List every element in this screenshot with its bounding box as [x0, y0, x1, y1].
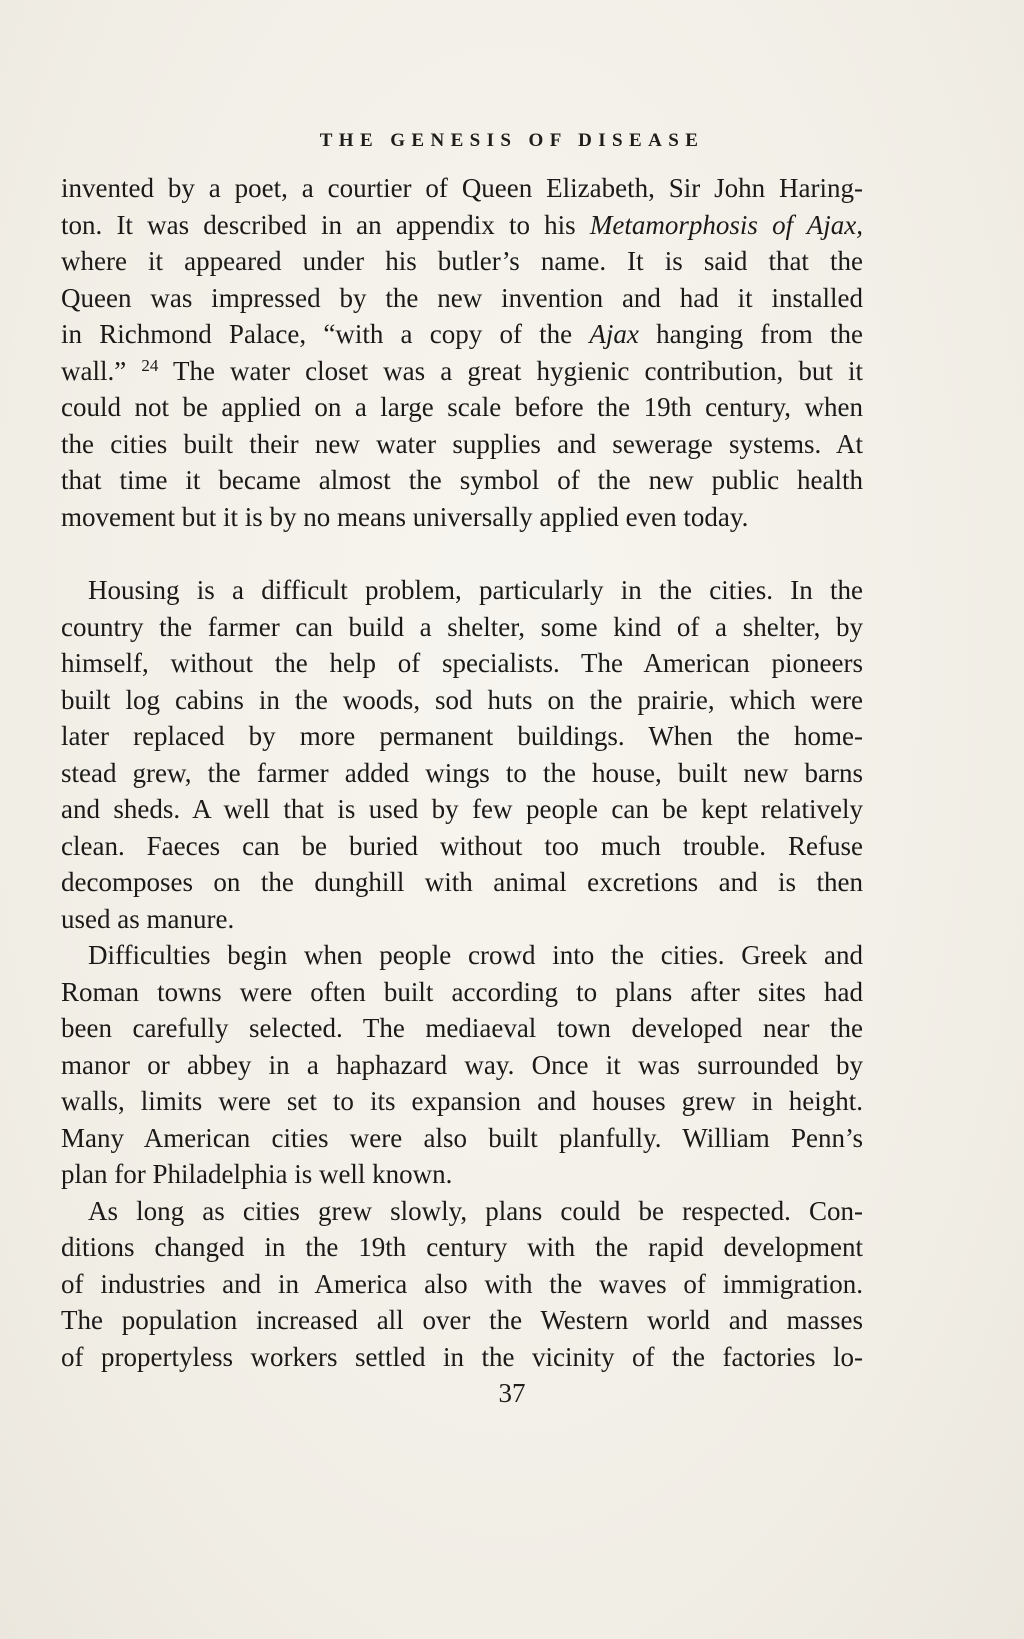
text-line: could not be applied on a large scale before the 19th century, when	[61, 392, 863, 422]
text-line: invented by a poet, a courtier of Queen Elizabeth, Sir John Haring-	[61, 173, 863, 203]
text-line: built log cabins in the woods, sod huts on the prairie, which were	[61, 684, 863, 715]
text-line: the cities built their new water supplies and sewerage systems. At	[61, 428, 863, 459]
text-line: decomposes on the dunghill with animal excretions and is then	[61, 867, 863, 897]
text-line: Housing is a difficult problem, particularly in the cities. In the	[88, 575, 863, 605]
text-line: used as manure.	[61, 903, 235, 934]
body-text-housing	[61, 572, 863, 1375]
text-run: hanging from the	[638, 319, 863, 349]
running-head: THE GENESIS OF DISEASE	[319, 130, 705, 151]
text-line: The population increased all over the Western world and masses	[61, 1305, 863, 1335]
italic-title: Metamorphosis of Ajax,	[589, 209, 863, 240]
footnote-marker: 24	[141, 355, 159, 375]
text-line: where it appeared under his butler’s name. It is said that the	[61, 246, 863, 276]
italic-title: Ajax	[589, 319, 639, 349]
text-line: stead grew, the farmer added wings to the house, built new barns	[61, 757, 863, 788]
text-line: Many American cities were also built planfully. William Penn’s	[61, 1122, 863, 1153]
text-line: plan for Philadelphia is well known.	[61, 1159, 453, 1189]
text-line: that time it became almost the symbol of the new public health	[61, 465, 863, 495]
text-line: of propertyless workers settled in the vicinity of the factories lo-	[61, 1341, 863, 1372]
text-line: clean. Faeces can be buried without too much trouble. Refuse	[61, 830, 863, 861]
text-run: The water closet was a great hygienic contribution, but it	[158, 355, 863, 386]
text-line	[61, 316, 863, 353]
text-line	[61, 207, 863, 244]
text-line: country the farmer can build a shelter, some kind of a shelter, by	[61, 611, 863, 642]
text-run: wall.”	[61, 355, 142, 386]
text-line: himself, without the help of specialists. The American pioneers	[61, 648, 863, 678]
text-line: manor or abbey in a haphazard way. Once it was surrounded by	[61, 1049, 863, 1080]
text-line: ditions changed in the 19th century with the rapid development	[61, 1232, 863, 1262]
text-line: walls, limits were set to its expansion and houses grew in height.	[61, 1086, 863, 1116]
page-number: 37	[498, 1378, 526, 1408]
text-line: Difficulties begin when people crowd into the cities. Greek and	[88, 940, 863, 970]
text-line: Queen was impressed by the new invention and had it installed	[61, 282, 863, 313]
text-line: of industries and in America also with the waves of immigration.	[61, 1268, 863, 1299]
paragraph-water-closet	[61, 170, 863, 535]
text-line: later replaced by more permanent buildings. When the home-	[61, 721, 863, 751]
text-run: in Richmond Palace, “with a copy of the	[61, 319, 590, 349]
text-line	[61, 353, 863, 390]
text-run: ton. It was described in an appendix to his	[61, 209, 590, 240]
text-line: As long as cities grew slowly, plans could be respected. Con-	[88, 1195, 863, 1226]
text-line: and sheds. A well that is used by few people can be kept relatively	[61, 794, 863, 824]
text-line: been carefully selected. The mediaeval town developed near the	[61, 1013, 863, 1043]
text-line: movement but it is by no means universally applied even today.	[61, 501, 749, 532]
text-line: Roman towns were often built according to plans after sites had	[61, 976, 863, 1007]
